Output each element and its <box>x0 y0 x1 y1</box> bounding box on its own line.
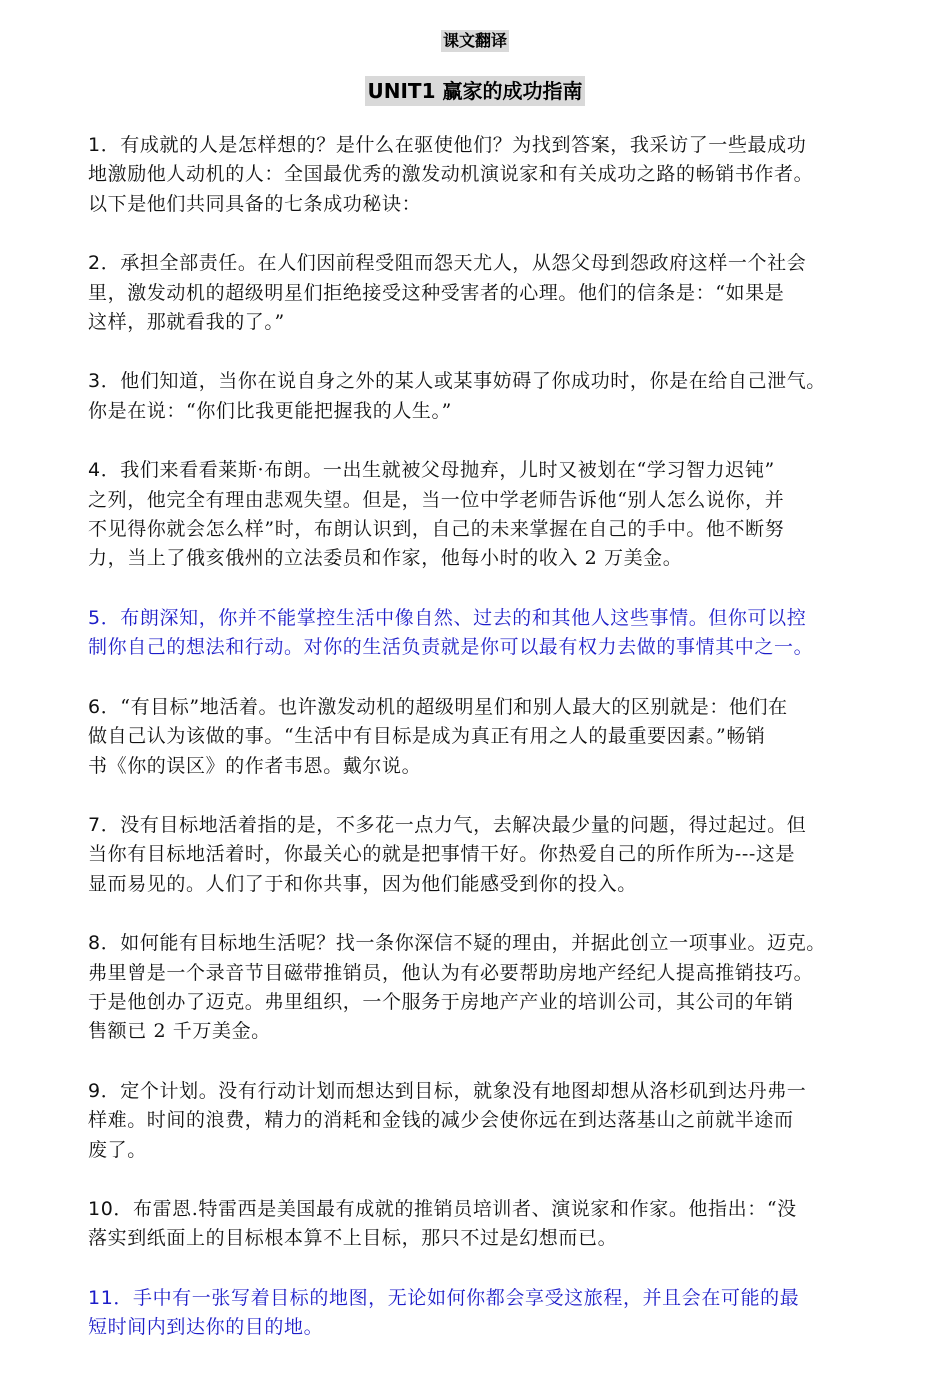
paragraph-text: 手中有一张写着目标的地图，无论如何你都会享受这旅程，并且会在可能的最 短时间内到达你的目的地。 <box>88 1286 800 1339</box>
paragraph-text: 我们来看看莱斯·布朗。一出生就被父母抛弃，儿时又被划在“学习智力迟钝” 之列，他完全有理由悲观失望。但是，当一位中学老师告诉他“别人怎么说你，并 不见得你就会怎么样”时，布朗认识到，自己的未来掌握在自己的手中。他不断努 力，当上了俄亥俄州的立法委员和作家，他每小时的收入 2 万美金。 <box>88 459 785 570</box>
section-title <box>0 30 950 52</box>
paragraph-number: 1． <box>88 134 121 156</box>
paragraph <box>88 456 920 574</box>
unit-title <box>0 76 950 106</box>
paragraph-highlighted <box>88 604 920 663</box>
paragraph-text: “有目标”地活着。也许激发动机的超级明星们和别人最大的区别就是：他们在 做自己认为该做的事。“生活中有目标是成为真正有用之人的最重要因素。”畅销 书《你的误区》的作者韦恩。戴尔说。 <box>88 695 788 777</box>
paragraph-number: 8． <box>88 932 121 955</box>
paragraph-text: 没有目标地活着指的是，不多花一点力气，去解决最少量的问题，得过起过。但 当你有目标地活着时，你最关心的就是把事情干好。你热爱自己的所作所为---这是 显而易见的。人们了于和你共事，因为他们能感受到你的投入。 <box>88 813 807 895</box>
paragraph-list <box>88 131 920 1373</box>
unit-title-text: UNIT1 赢家的成功指南 <box>365 76 586 106</box>
paragraph-number: 10． <box>88 1197 133 1220</box>
paragraph-text: 布朗深知，你并不能掌控生活中像自然、过去的和其他人这些事情。但你可以控 制你自己的想法和行动。对你的生活负责就是你可以最有权力去做的事情其中之一。 <box>88 606 814 659</box>
paragraph <box>88 1195 920 1254</box>
paragraph <box>88 811 920 899</box>
paragraph-text: 布雷恩.特雷西是美国最有成就的推销员培训者、演说家和作家。他指出：“没 落实到纸面上的目标根本算不上目标，那只不过是幻想而已。 <box>88 1197 797 1250</box>
paragraph <box>88 131 920 219</box>
paragraph-number: 3． <box>88 370 121 393</box>
paragraph <box>88 249 920 337</box>
paragraph-number: 11． <box>88 1286 133 1309</box>
paragraph-number: 2． <box>88 252 121 275</box>
section-title-text: 课文翻译 <box>442 31 507 50</box>
paragraph-number: 5． <box>88 606 121 629</box>
paragraph <box>88 1077 920 1165</box>
paragraph-number: 9． <box>88 1079 121 1102</box>
paragraph-text: 定个计划。没有行动计划而想达到目标，就象没有地图却想从洛杉矶到达丹弗一 样难。时间的浪费，精力的消耗和金钱的减少会使你远在到达落基山之前就半途而 废了。 <box>88 1079 807 1161</box>
paragraph <box>88 693 920 781</box>
paragraph-number: 6． <box>88 695 121 718</box>
paragraph <box>88 367 920 426</box>
paragraph-text: 他们知道，当你在说自身之外的某人或某事妨碍了你成功时，你是在给自己泄气。 你是在说：“你们比我更能把握我的人生。” <box>88 370 826 422</box>
paragraph-text: 承担全部责任。在人们因前程受阻而怨天尤人，从怨父母到怨政府这样一个社会 里，激发动机的超级明星们拒绝接受这种受害者的心理。他们的信条是：“如果是 这样，那就看我的了。” <box>88 252 807 334</box>
paragraph <box>88 929 920 1047</box>
paragraph-number: 7． <box>88 813 121 836</box>
paragraph-text: 有成就的人是怎样想的？是什么在驱使他们？为找到答案，我采访了一些最成功 地激励他人动机的人：全国最优秀的激发动机演说家和有关成功之路的畅销书作者。 以下是他们共同具备的七条成功秘诀： <box>88 134 814 215</box>
paragraph-number: 4． <box>88 459 121 482</box>
paragraph-highlighted <box>88 1284 920 1343</box>
paragraph-text: 如何能有目标地生活呢？找一条你深信不疑的理由，并据此创立一项事业。迈克。 弗里曾是一个录音节目磁带推销员，他认为有必要帮助房地产经纪人提高推销技巧。 于是他创办了迈克。弗里组织，一个服务于房地产产业的培训公司，其公司的年销 售额已 2 千万美金。 <box>88 932 826 1043</box>
